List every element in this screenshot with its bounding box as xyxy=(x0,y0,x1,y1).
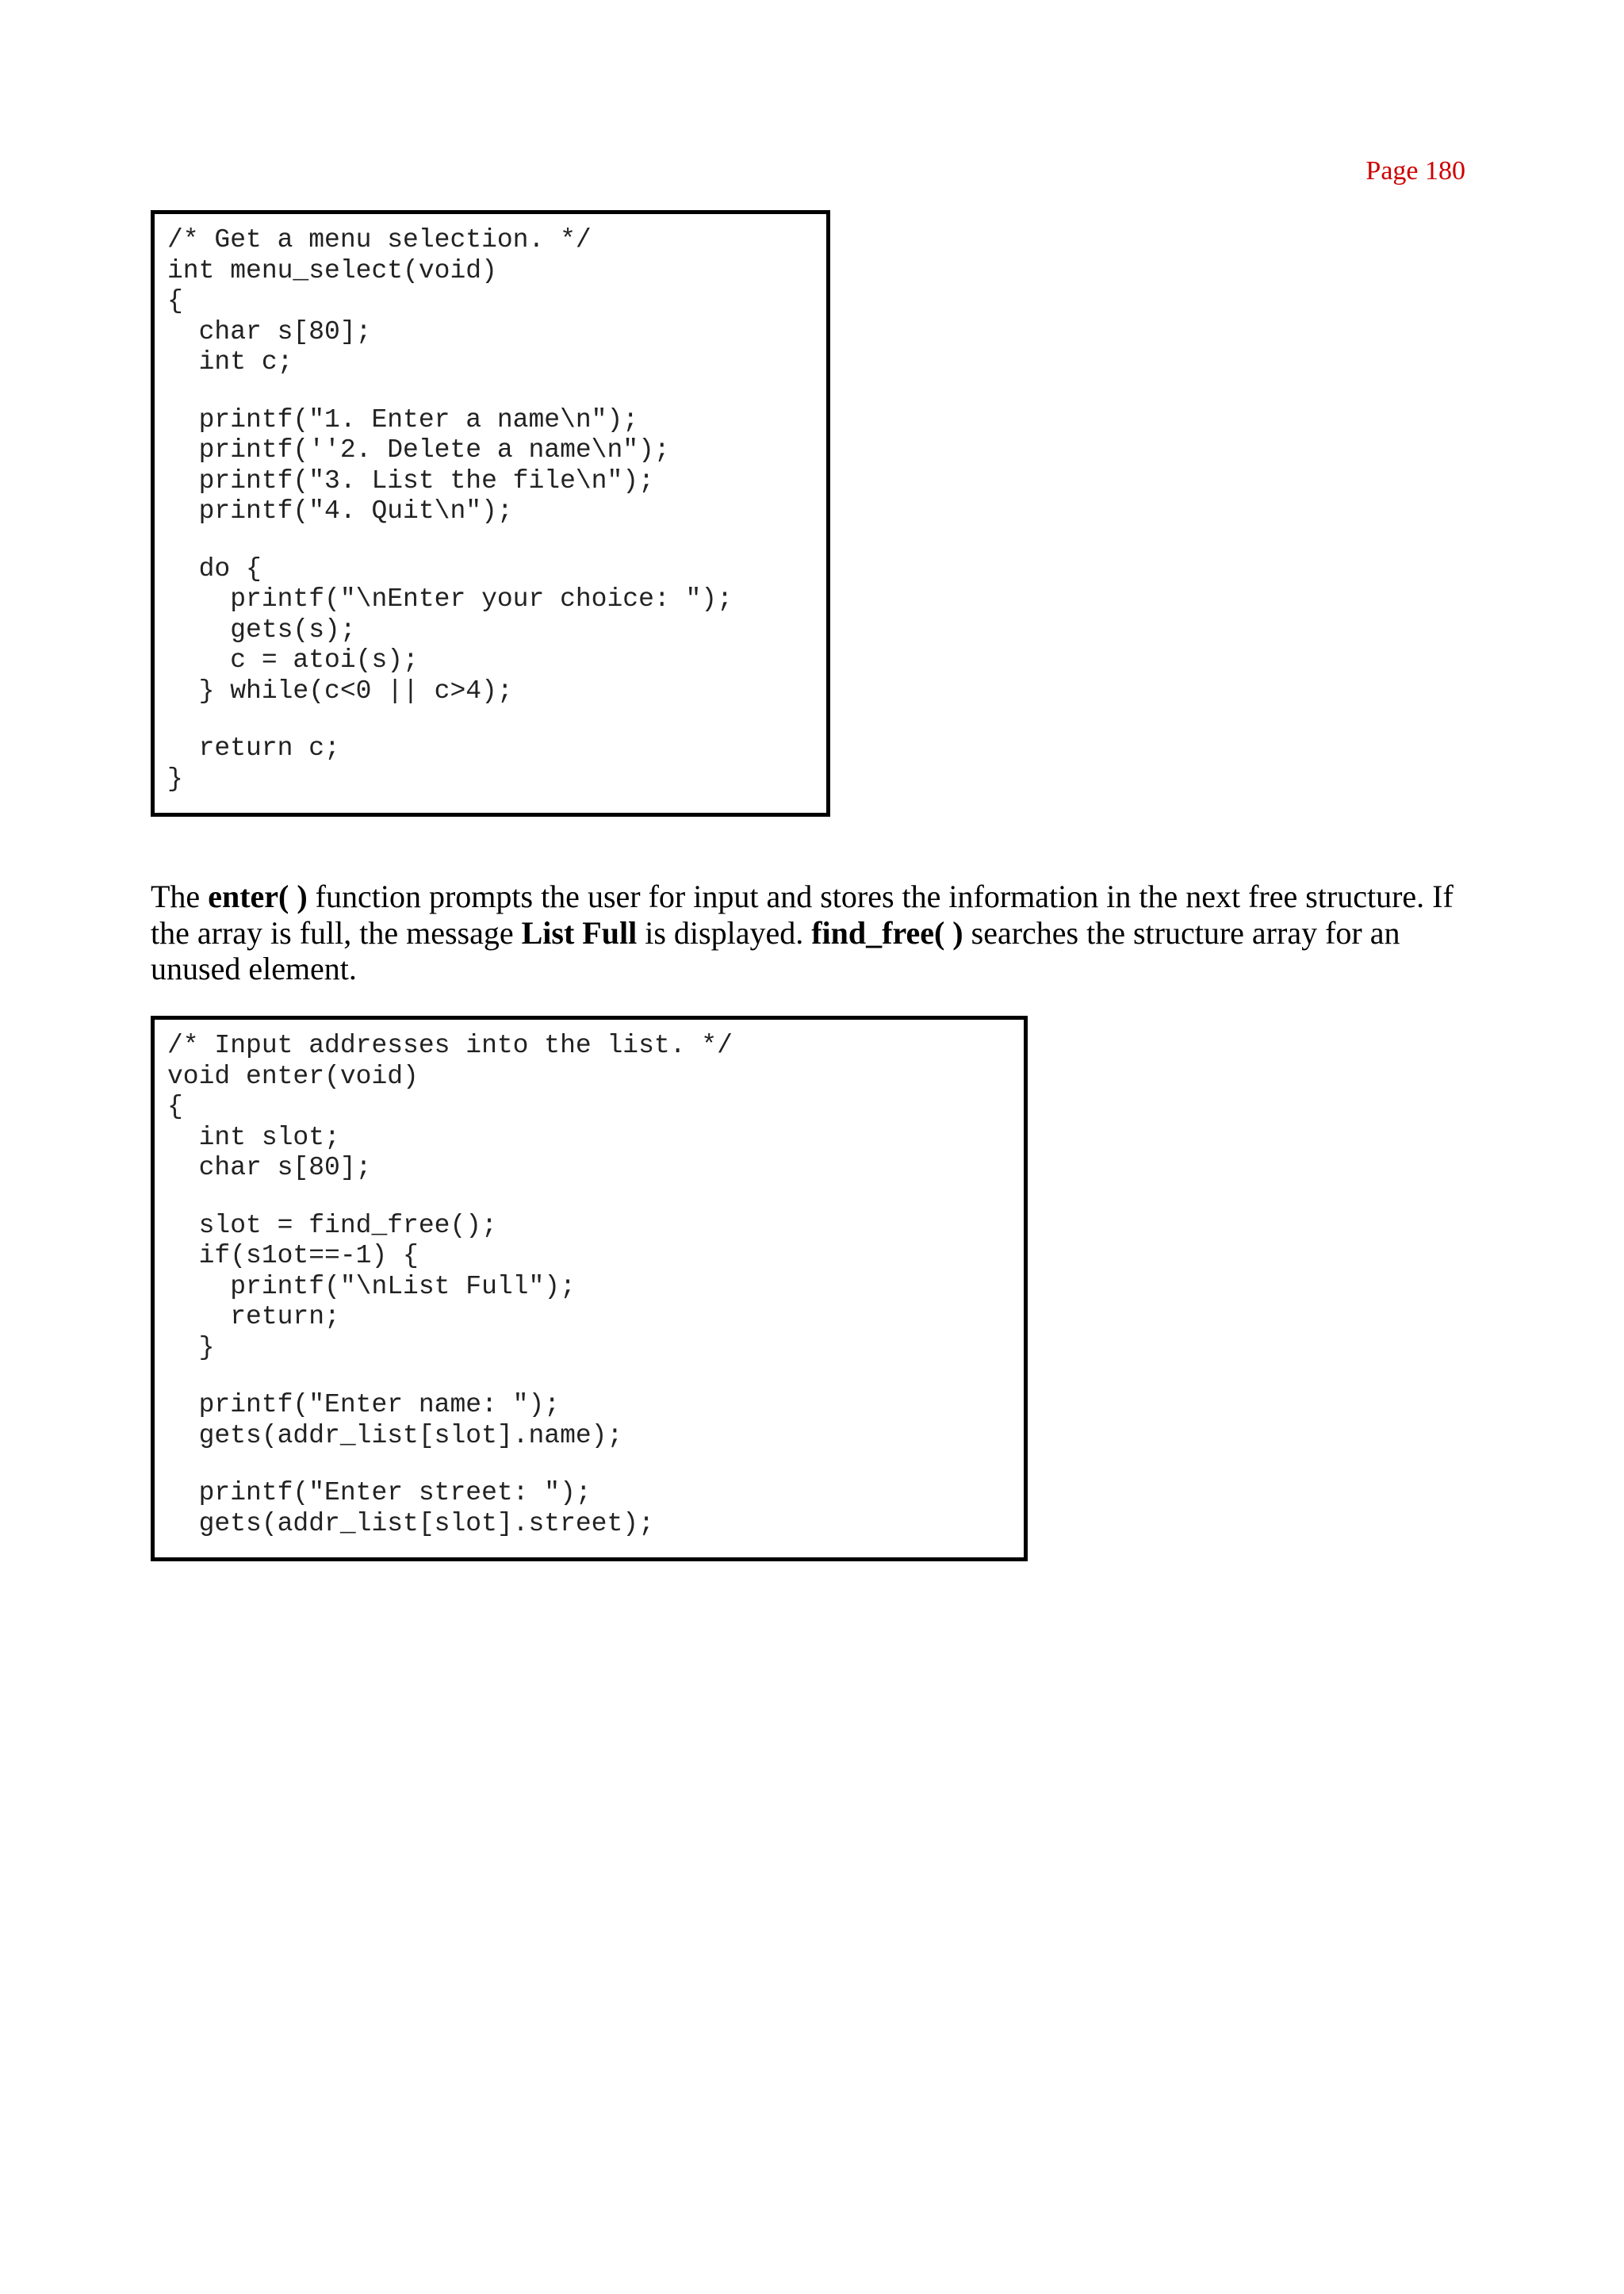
page-number: Page 180 xyxy=(1365,156,1465,186)
code-line: } while(c<0 || c>4); xyxy=(167,676,513,706)
function-name-find-free: find_free( ) xyxy=(811,914,963,951)
code-line: printf("4. Quit\n"); xyxy=(167,496,513,526)
code-line: printf("3. List the file\n"); xyxy=(167,465,654,496)
code-line: char s[80]; xyxy=(167,1153,372,1182)
paragraph-text: is displayed. xyxy=(637,914,812,951)
code-line: printf("\nEnter your choice: "); xyxy=(167,584,733,614)
code-line: printf("Enter name: "); xyxy=(167,1390,561,1419)
code-line: gets(s); xyxy=(167,615,356,645)
code-line: printf("1. Enter a name\n"); xyxy=(167,404,639,435)
code-line: c = atoi(s); xyxy=(167,645,419,675)
paragraph-text: The xyxy=(151,879,209,914)
message-list-full: List Full xyxy=(521,914,638,951)
code-line: slot = find_free(); xyxy=(167,1210,497,1240)
code-block-enter xyxy=(151,1016,1028,1561)
code-line: do { xyxy=(167,553,262,584)
code-line: } xyxy=(167,764,183,794)
paragraph-text: searches the structure array for an unused element. xyxy=(151,914,1400,986)
body-paragraph xyxy=(151,879,1475,987)
paragraph-text: function prompts the user for input and stores the information in the next free structure. If the array is full, the message xyxy=(151,879,1454,951)
code-line: gets(addr_list[slot].name); xyxy=(167,1420,623,1450)
code-line: printf("\nList Full"); xyxy=(167,1271,576,1301)
code-line: } xyxy=(167,1332,215,1362)
code-lines xyxy=(167,225,733,795)
code-line: int c; xyxy=(167,347,293,377)
code-line: { xyxy=(167,1092,183,1121)
code-line: /* Input addresses into the list. */ xyxy=(167,1031,733,1060)
code-lines xyxy=(167,1031,733,1539)
code-line: void enter(void) xyxy=(167,1061,419,1091)
code-line: printf(''2. Delete a name\n"); xyxy=(167,435,670,465)
code-line: return c; xyxy=(167,733,340,763)
code-line: printf("Enter street: "); xyxy=(167,1478,592,1507)
code-line: int menu_select(void) xyxy=(167,255,497,285)
code-line: return; xyxy=(167,1302,340,1331)
code-line: int slot; xyxy=(167,1122,340,1152)
code-line: char s[80]; xyxy=(167,316,372,347)
code-line: { xyxy=(167,286,183,316)
code-line: if(s1ot==-1) { xyxy=(167,1241,419,1270)
code-line: /* Get a menu selection. */ xyxy=(167,225,592,255)
code-block-menu-select xyxy=(151,210,830,817)
function-name-enter: enter( ) xyxy=(208,879,308,914)
code-line: gets(addr_list[slot].street); xyxy=(167,1508,654,1538)
